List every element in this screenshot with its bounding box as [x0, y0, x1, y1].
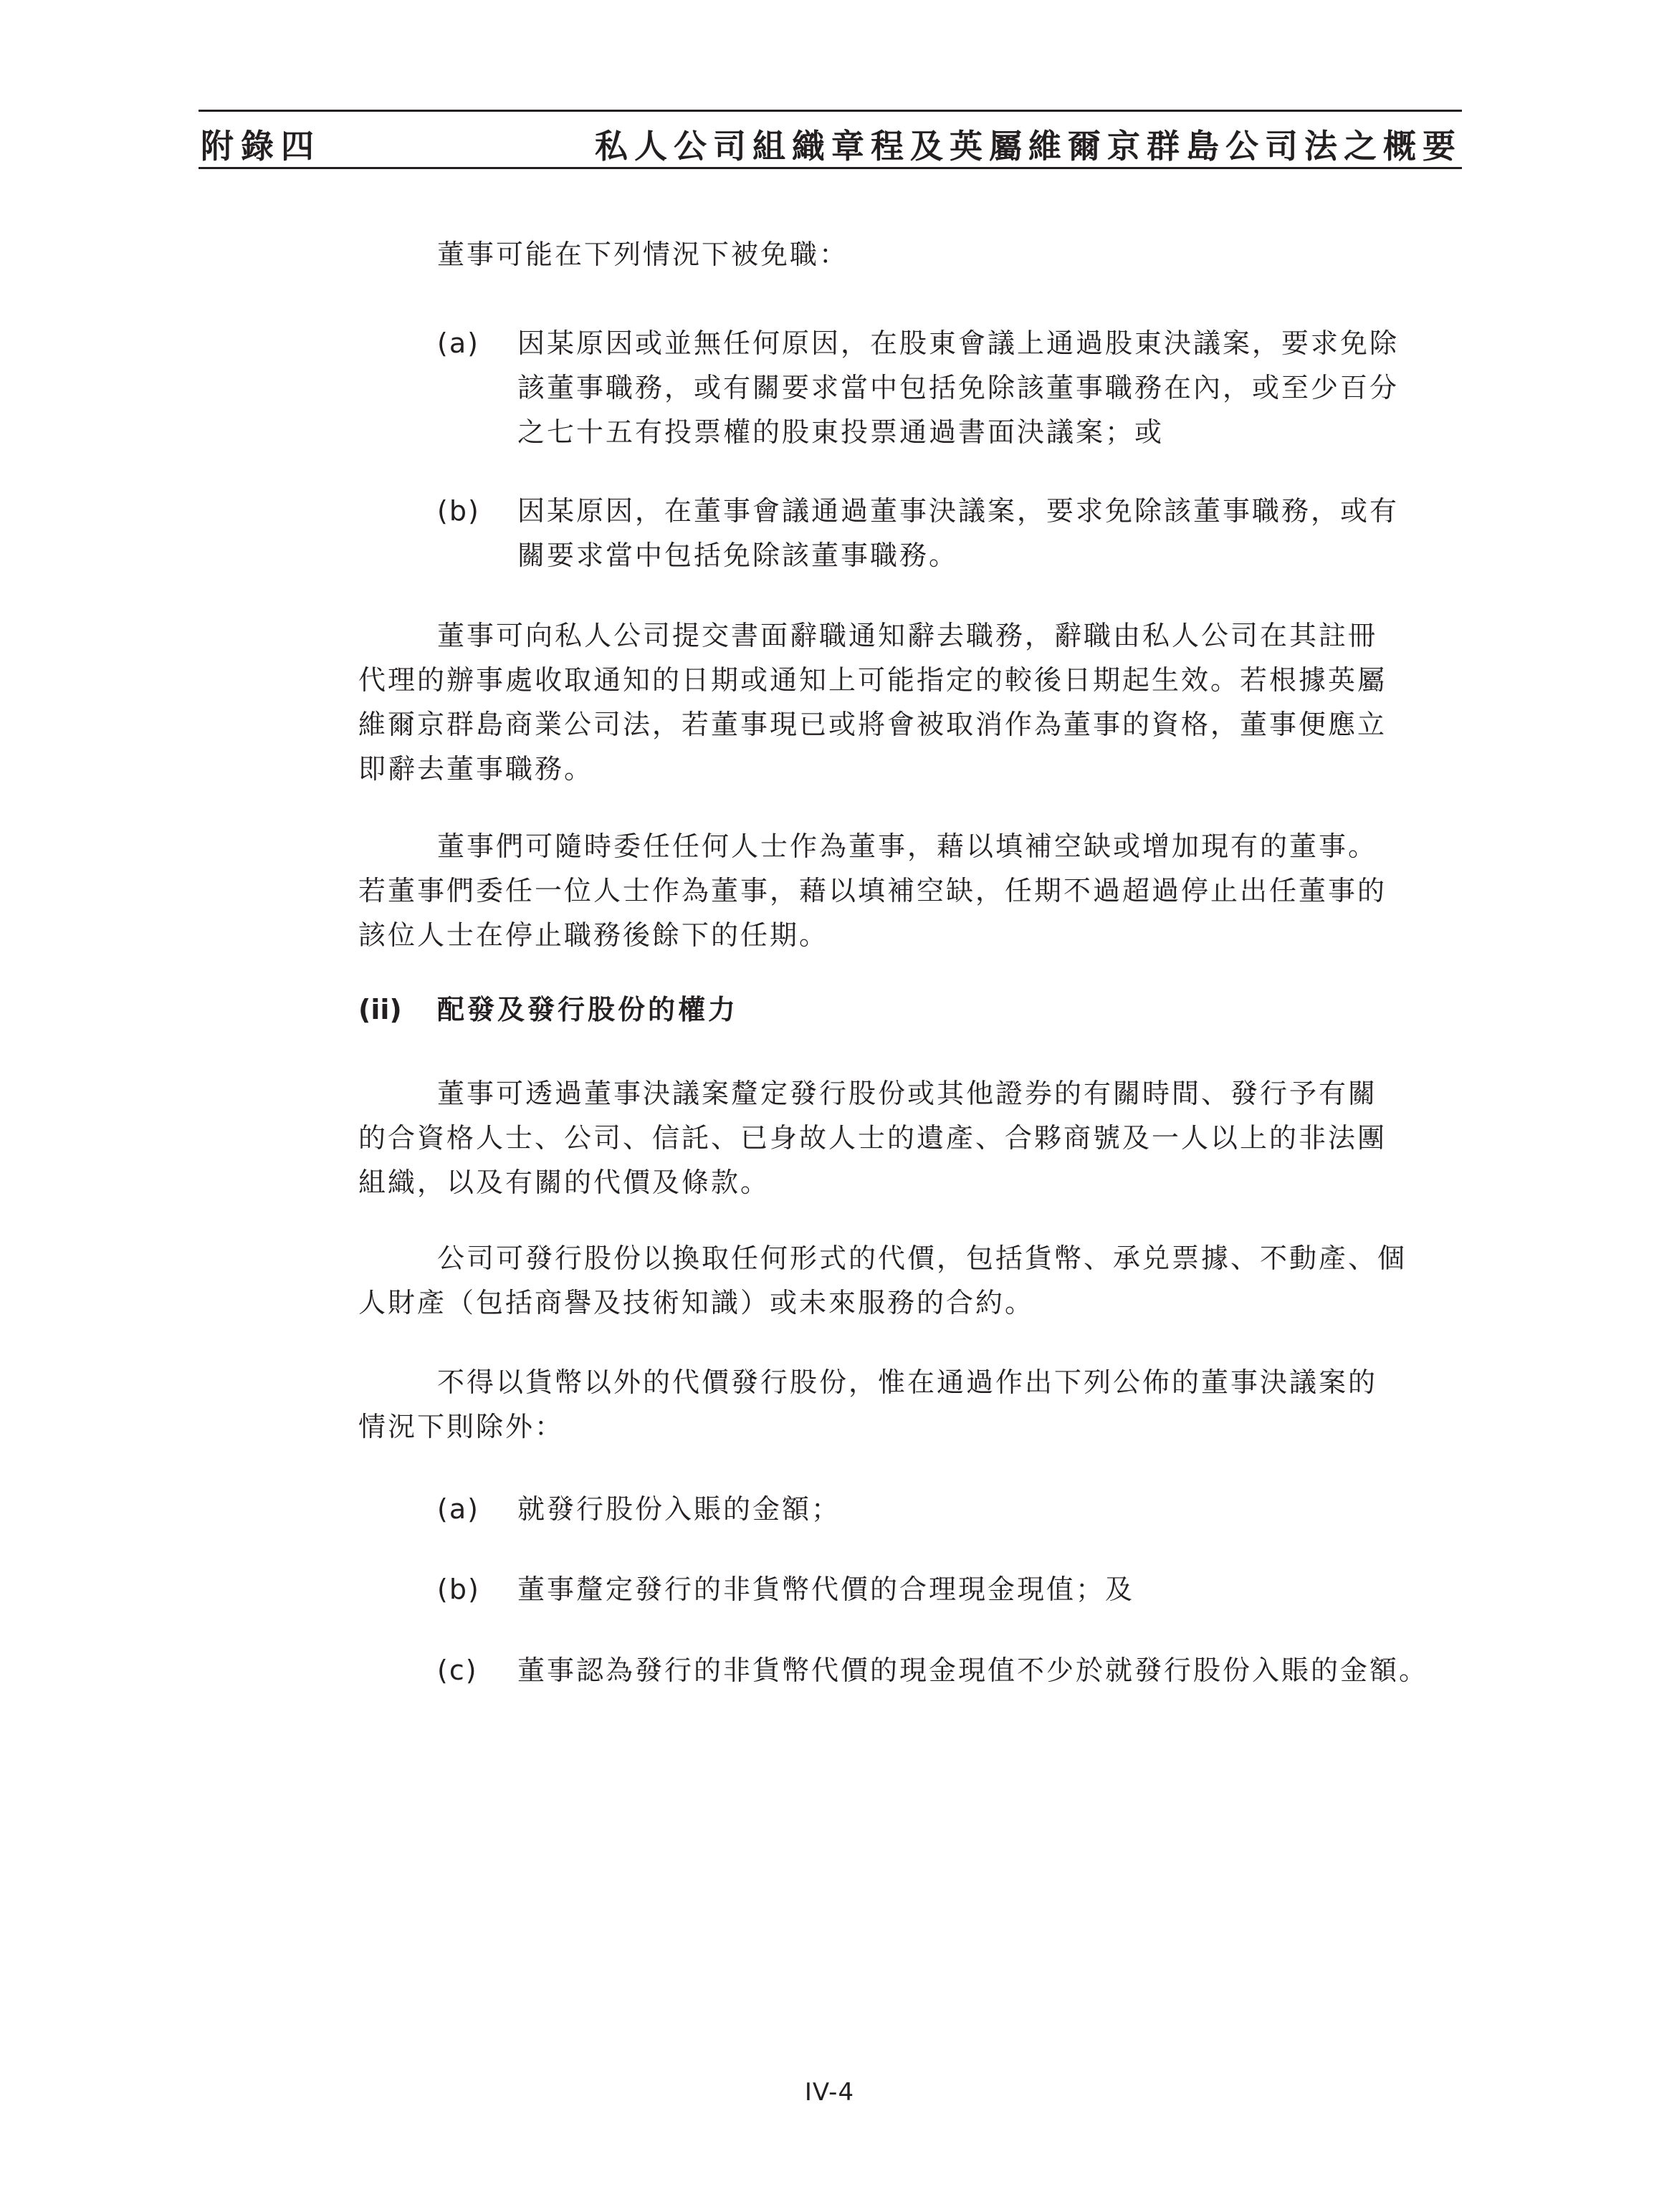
removal-item-a-label: (a) — [437, 327, 479, 359]
resignation-paragraph — [358, 613, 1387, 791]
page-number: IV-4 — [804, 2078, 855, 2107]
section-heading: 配發及發行股份的權力 — [437, 994, 739, 1025]
text-line: 董事們可隨時委任任何人士作為董事，藉以填補空缺或增加現有的董事。 — [437, 830, 1378, 862]
share-item-a-label: (a) — [437, 1493, 479, 1525]
share-issue-paragraph-2 — [358, 1236, 1407, 1325]
text-line: 人財產（包括商譽及技術知識）或未來服務的合約。 — [358, 1287, 1035, 1318]
appointment-paragraph — [358, 824, 1387, 957]
appendix-title: 私人公司組織章程及英屬維爾京群島公司法之概要 — [595, 127, 1462, 166]
text-line: 該董事職務，或有關要求當中包括免除該董事職務在內，或至少百分 — [517, 372, 1400, 403]
header-top-rule — [199, 110, 1462, 112]
removal-intro: 董事可能在下列情況下被免職： — [437, 239, 849, 270]
text-line: 若董事們委任一位人士作為董事，藉以填補空缺，任期不過超過停止出任董事的 — [358, 875, 1387, 906]
text-line: 該位人士在停止職務後餘下的任期。 — [358, 919, 829, 951]
text-line: 即辭去董事職務。 — [358, 753, 594, 785]
text-line: 不得以貨幣以外的代價發行股份，惟在通過作出下列公佈的董事決議案的 — [437, 1366, 1378, 1398]
share-issue-paragraph-3 — [358, 1360, 1377, 1449]
section-number: (ii) — [358, 994, 402, 1025]
text-line: 因某原因，在董事會議通過董事決議案，要求免除該董事職務，或有 — [517, 495, 1400, 527]
share-item-c-label: (c) — [437, 1655, 478, 1686]
text-line: 董事可向私人公司提交書面辭職通知辭去職務，辭職由私人公司在其註冊 — [437, 620, 1378, 651]
header-bottom-rule — [199, 167, 1462, 169]
share-item-c-text: 董事認為發行的非貨幣代價的現金現值不少於就發行股份入賬的金額。 — [517, 1655, 1429, 1686]
text-line: 維爾京群島商業公司法，若董事現已或將會被取消作為董事的資格，董事便應立 — [358, 709, 1387, 740]
text-line: 情況下則除外： — [358, 1411, 565, 1442]
text-line: 關要求當中包括免除該董事職務。 — [517, 540, 959, 571]
removal-item-b-text — [517, 489, 1399, 578]
share-item-b-label: (b) — [437, 1574, 480, 1605]
removal-item-b-label: (b) — [437, 495, 480, 527]
share-issue-paragraph-1 — [358, 1071, 1387, 1205]
text-line: 之七十五有投票權的股東投票通過書面決議案；或 — [517, 416, 1165, 448]
text-line: 因某原因或並無任何原因，在股東會議上通過股東決議案，要求免除 — [517, 327, 1400, 359]
text-line: 的合資格人士、公司、信託、已身故人士的遺產、合夥商號及一人以上的非法團 — [358, 1122, 1387, 1154]
share-item-b-text: 董事釐定發行的非貨幣代價的合理現金現值；及 — [517, 1574, 1135, 1605]
text-line: 公司可發行股份以換取任何形式的代價，包括貨幣、承兑票據、不動產、個 — [437, 1243, 1407, 1274]
text-line: 董事可透過董事決議案釐定發行股份或其他證券的有關時間、發行予有關 — [437, 1078, 1378, 1109]
appendix-label: 附錄四 — [201, 127, 321, 166]
removal-item-a-text — [517, 321, 1399, 454]
share-item-a-text: 就發行股份入賬的金額； — [517, 1493, 841, 1525]
text-line: 代理的辦事處收取通知的日期或通知上可能指定的較後日期起生效。若根據英屬 — [358, 664, 1387, 696]
text-line: 組織，以及有關的代價及條款。 — [358, 1167, 770, 1198]
